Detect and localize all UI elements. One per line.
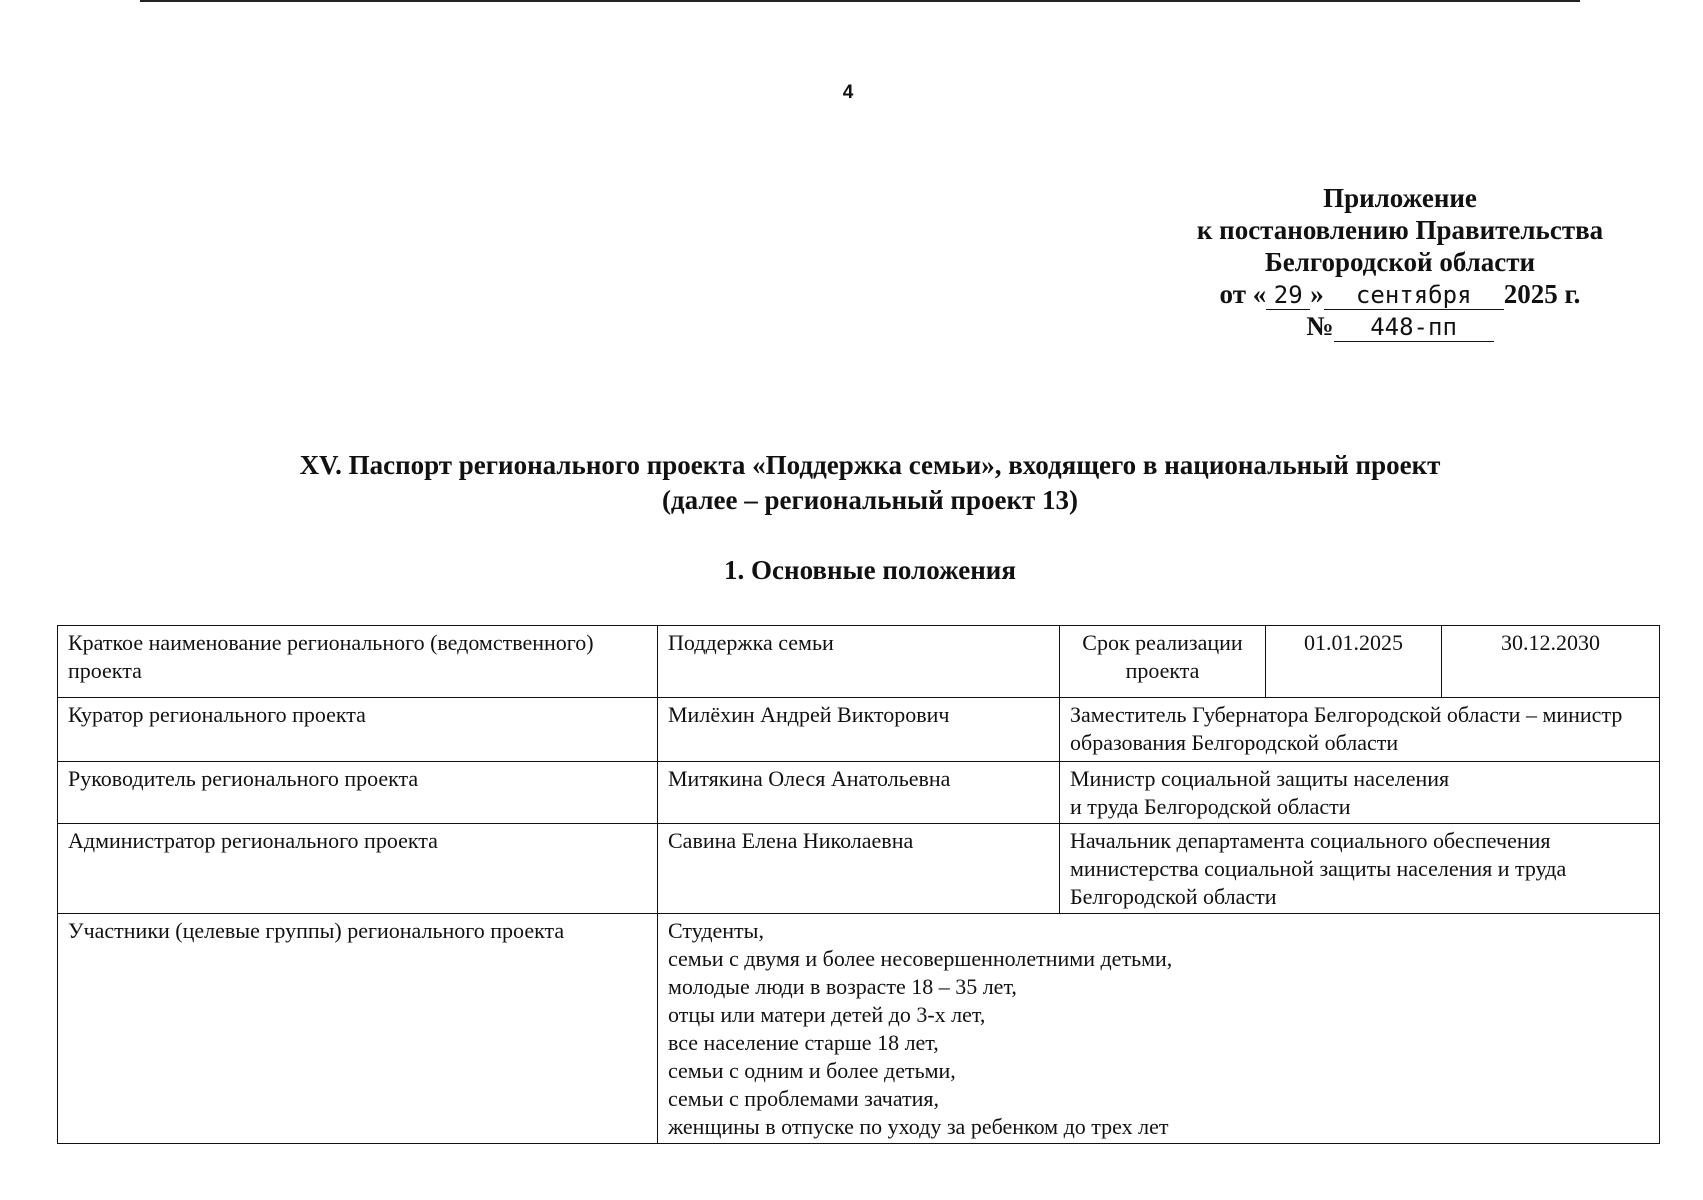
table-row-administrator bbox=[58, 824, 1660, 914]
appendix-number-line bbox=[1150, 310, 1650, 342]
participant-item: семьи с одним и более детьми, bbox=[668, 1058, 956, 1083]
administrator-label: Администратор регионального проекта bbox=[58, 824, 658, 914]
table-row-participants bbox=[58, 914, 1660, 1144]
participant-item: все население старше 18 лет, bbox=[668, 1030, 939, 1055]
top-edge-rule bbox=[140, 0, 1580, 2]
participants-label: Участники (целевые группы) регионального проекта bbox=[58, 914, 658, 1144]
administrator-name: Савина Елена Николаевна bbox=[658, 824, 1060, 914]
table-row-curator bbox=[58, 698, 1660, 762]
participant-item: семьи с двумя и более несовершеннолетними детьми, bbox=[668, 946, 1173, 971]
document-title-line-1: XV. Паспорт регионального проекта «Поддержка семьи», входящего в национальный проект bbox=[299, 450, 1441, 480]
end-date: 30.12.2030 bbox=[1442, 626, 1660, 698]
head-name: Митякина Олеся Анатольевна bbox=[658, 762, 1060, 824]
curator-position: Заместитель Губернатора Белгородской области – министр образования Белгородской области bbox=[1060, 698, 1660, 762]
short-name-value: Поддержка семьи bbox=[658, 626, 1060, 698]
head-position bbox=[1060, 762, 1660, 824]
curator-label: Куратор регионального проекта bbox=[58, 698, 658, 762]
date-prefix: от « bbox=[1219, 279, 1267, 309]
participants-list bbox=[658, 914, 1660, 1144]
passport-table bbox=[57, 625, 1660, 1144]
head-label: Руководитель регионального проекта bbox=[58, 762, 658, 824]
table-row-short-name bbox=[58, 626, 1660, 698]
date-month: сентября bbox=[1324, 281, 1504, 310]
head-position-line: Министр социальной защиты населения bbox=[1070, 766, 1450, 791]
number-label: № bbox=[1306, 311, 1334, 341]
table-row-head bbox=[58, 762, 1660, 824]
section-heading: 1. Основные положения bbox=[724, 555, 1016, 585]
document-title-line-2: (далее – региональный проект 13) bbox=[661, 485, 1079, 515]
date-year: 2025 г. bbox=[1503, 279, 1581, 309]
short-name-label: Краткое наименование регионального (ведомственного) проекта bbox=[58, 626, 658, 698]
document-title bbox=[100, 448, 1640, 518]
term-label: Срок реализации проекта bbox=[1060, 626, 1266, 698]
appendix-title: Приложение bbox=[1323, 183, 1477, 213]
appendix-block bbox=[1150, 182, 1650, 342]
participant-item: женщины в отпуске по уходу за ребенком до трех лет bbox=[668, 1114, 1169, 1139]
curator-name: Милёхин Андрей Викторович bbox=[658, 698, 1060, 762]
participant-item: отцы или матери детей до 3-х лет, bbox=[668, 1002, 986, 1027]
participant-item: семьи с проблемами зачатия, bbox=[668, 1086, 940, 1111]
head-position-line: и труда Белгородской области bbox=[1070, 794, 1351, 819]
participant-item: молодые люди в возрасте 18 – 35 лет, bbox=[668, 974, 1017, 999]
administrator-position: Начальник департамента социального обеспечения министерства социальной защиты населения и труда Белгородской области bbox=[1060, 824, 1660, 914]
date-day: 29 bbox=[1266, 281, 1310, 310]
start-date: 01.01.2025 bbox=[1266, 626, 1442, 698]
date-day-close: » bbox=[1310, 279, 1324, 309]
decree-number: 448-пп bbox=[1334, 313, 1494, 342]
page-number: 4 bbox=[842, 82, 854, 103]
appendix-line-region: Белгородской области bbox=[1264, 247, 1536, 277]
appendix-date-line bbox=[1150, 278, 1650, 310]
appendix-line-decree: к постановлению Правительства bbox=[1196, 215, 1604, 245]
participant-item: Студенты, bbox=[668, 918, 764, 943]
